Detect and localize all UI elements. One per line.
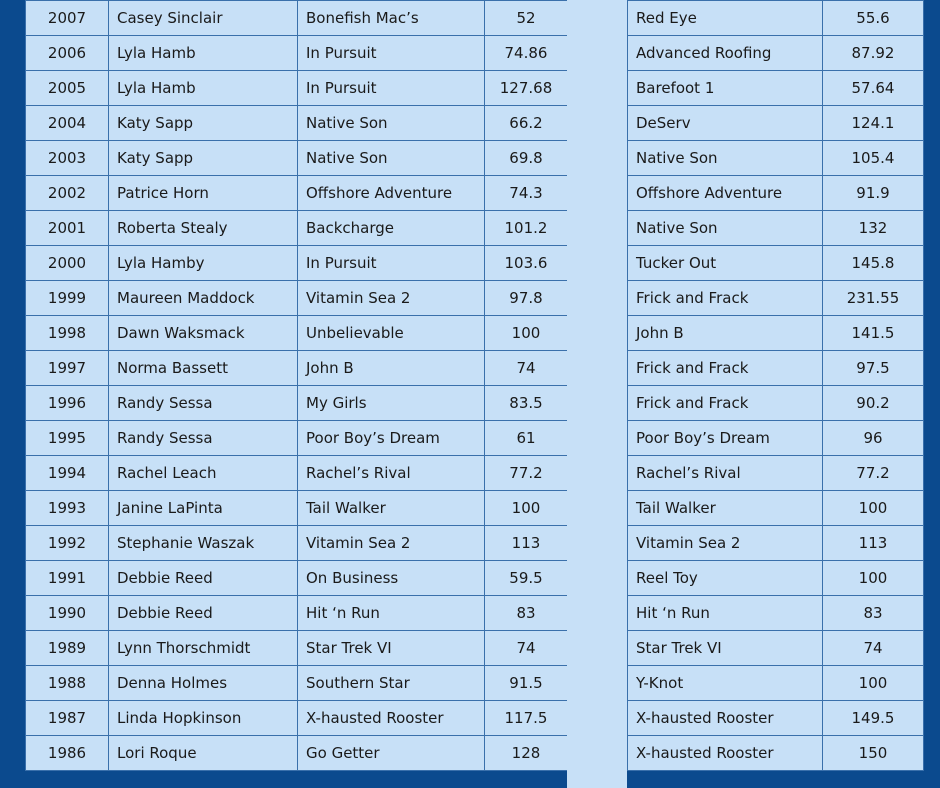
table-row (628, 246, 924, 281)
angler-name-cell: Roberta Stealy (109, 211, 298, 246)
angler-name-cell: Debbie Reed (109, 596, 298, 631)
weight-cell: 83 (485, 596, 568, 631)
table-row (26, 351, 568, 386)
year-cell: 1987 (26, 701, 109, 736)
top-boat-name-cell: Offshore Adventure (628, 176, 823, 211)
table-row (628, 631, 924, 666)
weight-cell: 74.3 (485, 176, 568, 211)
top-boat-weight-cell: 100 (823, 561, 924, 596)
boat-results-table (627, 0, 924, 771)
top-boat-weight-cell: 145.8 (823, 246, 924, 281)
boat-name-cell: Unbelievable (298, 316, 485, 351)
weight-cell: 113 (485, 526, 568, 561)
top-boat-name-cell: Star Trek VI (628, 631, 823, 666)
boat-name-cell: On Business (298, 561, 485, 596)
year-cell: 2000 (26, 246, 109, 281)
year-cell: 2007 (26, 1, 109, 36)
table-row (26, 596, 568, 631)
boat-name-cell: Native Son (298, 106, 485, 141)
angler-name-cell: Lori Roque (109, 736, 298, 771)
weight-cell: 59.5 (485, 561, 568, 596)
top-boat-name-cell: Native Son (628, 141, 823, 176)
top-boat-weight-cell: 91.9 (823, 176, 924, 211)
angler-name-cell: Rachel Leach (109, 456, 298, 491)
table-row (628, 106, 924, 141)
angler-name-cell: Lyla Hamb (109, 71, 298, 106)
boat-name-cell: Native Son (298, 141, 485, 176)
weight-cell: 74 (485, 351, 568, 386)
table-row (628, 456, 924, 491)
table-row (628, 561, 924, 596)
table-row (26, 316, 568, 351)
year-cell: 1998 (26, 316, 109, 351)
angler-name-cell: Norma Bassett (109, 351, 298, 386)
table-row (628, 1, 924, 36)
boat-name-cell: In Pursuit (298, 246, 485, 281)
top-boat-name-cell: Advanced Roofing (628, 36, 823, 71)
year-cell: 1994 (26, 456, 109, 491)
top-boat-weight-cell: 105.4 (823, 141, 924, 176)
top-boat-weight-cell: 100 (823, 666, 924, 701)
year-cell: 1988 (26, 666, 109, 701)
boat-name-cell: Southern Star (298, 666, 485, 701)
year-cell: 2001 (26, 211, 109, 246)
year-cell: 2006 (26, 36, 109, 71)
top-boat-name-cell: Poor Boy’s Dream (628, 421, 823, 456)
angler-name-cell: Randy Sessa (109, 421, 298, 456)
table-row (628, 386, 924, 421)
table-row (26, 561, 568, 596)
table-row (628, 211, 924, 246)
table-row (26, 1, 568, 36)
top-boat-name-cell: Y-Knot (628, 666, 823, 701)
top-boat-name-cell: Reel Toy (628, 561, 823, 596)
table-row (26, 71, 568, 106)
top-boat-weight-cell: 87.92 (823, 36, 924, 71)
table-row (26, 106, 568, 141)
angler-name-cell: Janine LaPinta (109, 491, 298, 526)
top-boat-weight-cell: 96 (823, 421, 924, 456)
top-boat-weight-cell: 231.55 (823, 281, 924, 316)
table-row (628, 666, 924, 701)
boat-name-cell: Poor Boy’s Dream (298, 421, 485, 456)
angler-name-cell: Denna Holmes (109, 666, 298, 701)
table-row (26, 701, 568, 736)
top-boat-weight-cell: 100 (823, 491, 924, 526)
boat-name-cell: Bonefish Mac’s (298, 1, 485, 36)
table-row (628, 736, 924, 771)
table-row (628, 316, 924, 351)
table-row (26, 456, 568, 491)
year-cell: 2004 (26, 106, 109, 141)
table-row (628, 351, 924, 386)
boat-name-cell: In Pursuit (298, 36, 485, 71)
weight-cell: 103.6 (485, 246, 568, 281)
year-cell: 1997 (26, 351, 109, 386)
top-boat-weight-cell: 141.5 (823, 316, 924, 351)
table-row (628, 176, 924, 211)
angler-name-cell: Debbie Reed (109, 561, 298, 596)
top-boat-weight-cell: 90.2 (823, 386, 924, 421)
angler-name-cell: Lyla Hamb (109, 36, 298, 71)
top-boat-weight-cell: 57.64 (823, 71, 924, 106)
year-cell: 2003 (26, 141, 109, 176)
year-cell: 1989 (26, 631, 109, 666)
boat-name-cell: Tail Walker (298, 491, 485, 526)
table-row (26, 386, 568, 421)
boat-results-body (628, 1, 924, 771)
table-gap (567, 0, 627, 788)
top-boat-name-cell: Frick and Frack (628, 386, 823, 421)
angler-name-cell: Randy Sessa (109, 386, 298, 421)
weight-cell: 52 (485, 1, 568, 36)
angler-results-table (25, 0, 568, 771)
top-boat-name-cell: Rachel’s Rival (628, 456, 823, 491)
top-boat-name-cell: Barefoot 1 (628, 71, 823, 106)
top-boat-weight-cell: 150 (823, 736, 924, 771)
angler-name-cell: Katy Sapp (109, 106, 298, 141)
top-boat-weight-cell: 74 (823, 631, 924, 666)
weight-cell: 97.8 (485, 281, 568, 316)
top-boat-weight-cell: 132 (823, 211, 924, 246)
top-boat-name-cell: DeServ (628, 106, 823, 141)
top-boat-name-cell: Frick and Frack (628, 281, 823, 316)
weight-cell: 100 (485, 491, 568, 526)
table-row (628, 141, 924, 176)
table-row (26, 421, 568, 456)
weight-cell: 100 (485, 316, 568, 351)
angler-name-cell: Patrice Horn (109, 176, 298, 211)
weight-cell: 117.5 (485, 701, 568, 736)
year-cell: 2005 (26, 71, 109, 106)
year-cell: 1990 (26, 596, 109, 631)
table-row (26, 491, 568, 526)
table-row (26, 176, 568, 211)
top-boat-name-cell: Red Eye (628, 1, 823, 36)
top-boat-weight-cell: 149.5 (823, 701, 924, 736)
top-boat-name-cell: John B (628, 316, 823, 351)
boat-name-cell: Vitamin Sea 2 (298, 526, 485, 561)
angler-name-cell: Lyla Hamby (109, 246, 298, 281)
table-row (628, 491, 924, 526)
table-row (26, 526, 568, 561)
boat-name-cell: Star Trek VI (298, 631, 485, 666)
year-cell: 1995 (26, 421, 109, 456)
weight-cell: 61 (485, 421, 568, 456)
angler-name-cell: Dawn Waksmack (109, 316, 298, 351)
year-cell: 1999 (26, 281, 109, 316)
table-row (628, 596, 924, 631)
table-row (26, 631, 568, 666)
top-boat-weight-cell: 97.5 (823, 351, 924, 386)
angler-name-cell: Casey Sinclair (109, 1, 298, 36)
weight-cell: 69.8 (485, 141, 568, 176)
year-cell: 1992 (26, 526, 109, 561)
weight-cell: 66.2 (485, 106, 568, 141)
table-row (628, 71, 924, 106)
top-boat-name-cell: Tail Walker (628, 491, 823, 526)
top-boat-weight-cell: 83 (823, 596, 924, 631)
table-row (628, 281, 924, 316)
angler-name-cell: Linda Hopkinson (109, 701, 298, 736)
boat-name-cell: Backcharge (298, 211, 485, 246)
top-boat-weight-cell: 113 (823, 526, 924, 561)
top-boat-weight-cell: 77.2 (823, 456, 924, 491)
boat-name-cell: Rachel’s Rival (298, 456, 485, 491)
top-boat-weight-cell: 55.6 (823, 1, 924, 36)
year-cell: 1986 (26, 736, 109, 771)
table-row (628, 526, 924, 561)
weight-cell: 128 (485, 736, 568, 771)
table-row (628, 421, 924, 456)
boat-name-cell: In Pursuit (298, 71, 485, 106)
year-cell: 2002 (26, 176, 109, 211)
table-row (628, 36, 924, 71)
table-row (26, 211, 568, 246)
year-cell: 1991 (26, 561, 109, 596)
angler-name-cell: Lynn Thorschmidt (109, 631, 298, 666)
weight-cell: 83.5 (485, 386, 568, 421)
top-boat-name-cell: Native Son (628, 211, 823, 246)
boat-name-cell: John B (298, 351, 485, 386)
boat-name-cell: X-hausted Rooster (298, 701, 485, 736)
table-row (26, 246, 568, 281)
boat-name-cell: Vitamin Sea 2 (298, 281, 485, 316)
weight-cell: 127.68 (485, 71, 568, 106)
year-cell: 1993 (26, 491, 109, 526)
top-boat-name-cell: Frick and Frack (628, 351, 823, 386)
angler-name-cell: Katy Sapp (109, 141, 298, 176)
angler-results-body (26, 1, 568, 771)
weight-cell: 77.2 (485, 456, 568, 491)
boat-name-cell: Offshore Adventure (298, 176, 485, 211)
table-row (26, 666, 568, 701)
boat-name-cell: Go Getter (298, 736, 485, 771)
weight-cell: 91.5 (485, 666, 568, 701)
weight-cell: 74 (485, 631, 568, 666)
table-row (26, 736, 568, 771)
weight-cell: 74.86 (485, 36, 568, 71)
table-row (628, 701, 924, 736)
table-row (26, 36, 568, 71)
boat-name-cell: My Girls (298, 386, 485, 421)
year-cell: 1996 (26, 386, 109, 421)
top-boat-name-cell: X-hausted Rooster (628, 701, 823, 736)
boat-name-cell: Hit ‘n Run (298, 596, 485, 631)
angler-name-cell: Stephanie Waszak (109, 526, 298, 561)
top-boat-name-cell: X-hausted Rooster (628, 736, 823, 771)
angler-name-cell: Maureen Maddock (109, 281, 298, 316)
weight-cell: 101.2 (485, 211, 568, 246)
top-boat-weight-cell: 124.1 (823, 106, 924, 141)
top-boat-name-cell: Hit ‘n Run (628, 596, 823, 631)
table-row (26, 281, 568, 316)
table-row (26, 141, 568, 176)
top-boat-name-cell: Vitamin Sea 2 (628, 526, 823, 561)
top-boat-name-cell: Tucker Out (628, 246, 823, 281)
